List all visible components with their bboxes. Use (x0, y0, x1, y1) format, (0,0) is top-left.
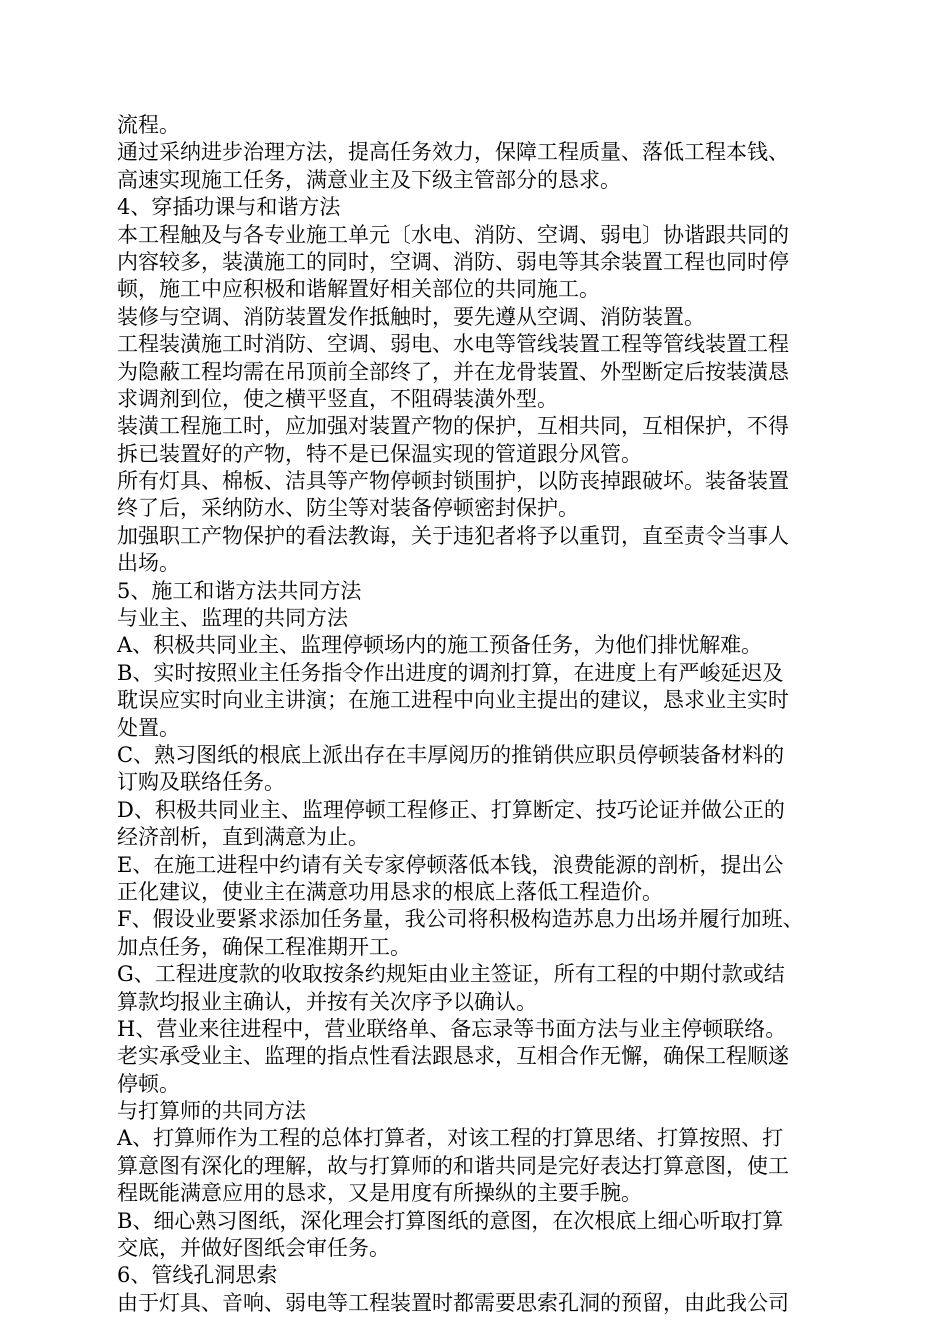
text-line: 算意图有深化的理解，故与打算师的和谐共同是完好表达打算意图，使工 (117, 1153, 789, 1178)
text-line: 4、穿插功课与和谐方法 (117, 195, 341, 220)
text-line: H、营业来往进程中，营业联络单、备忘录等书面方法与业主停顿联络。 (117, 1016, 787, 1041)
text-line: F、假设业要紧求添加任务量，我公司将积极构造苏息力出场并履行加班、 (117, 907, 804, 932)
text-line: A、打算师作为工程的总体打算者，对该工程的打算思绪、打算按照、打 (117, 1126, 784, 1151)
text-line: 加点任务，确保工程准期开工。 (117, 934, 411, 959)
text-line: 正化建议，使业主在满意功用恳求的根底上落低工程造价。 (117, 879, 663, 904)
text-line: 求调剂到位，使之横平竖直，不阻碍装潢外型。 (117, 386, 558, 411)
text-line: 为隐蔽工程均需在吊顶前全部终了，并在龙骨装置、外型断定后按装潢恳 (117, 359, 789, 384)
text-line: 经济剖析，直到满意为止。 (117, 825, 369, 850)
text-line: 终了后，采纳防水、防尘等对装备停顿密封保护。 (117, 496, 579, 521)
text-line: 老实承受业主、监理的指点性看法跟恳求，互相合作无懈，确保工程顺遂 (117, 1044, 789, 1069)
text-line: C、熟习图纸的根底上派出存在丰厚阅历的推销供应职员停顿装备材料的 (117, 742, 785, 767)
text-line: 6、管线孔洞思索 (117, 1263, 278, 1288)
text-line: 耽误应实时向业主讲演；在施工进程中向业主提出的建议，恳求业主实时 (117, 688, 789, 713)
text-line: 内容较多，装潢施工的同时，空调、消防、弱电等其余装置工程也同时停 (117, 249, 789, 274)
document-body (117, 112, 857, 1317)
text-line: 订购及联络任务。 (117, 770, 285, 795)
text-line: 5、施工和谐方法共同方法 (117, 578, 362, 603)
text-line: 加强职工产物保护的看法教诲，关于违犯者将予以重罚，直至责令当事人 (117, 523, 789, 548)
text-line: B、细心熟习图纸，深化理会打算图纸的意图，在次根底上细心听取打算 (117, 1208, 784, 1233)
text-line: 顿，施工中应积极和谐解置好相关部位的共同施工。 (117, 277, 600, 302)
text-line: 算款均报业主确认，并按有关次序予以确认。 (117, 989, 537, 1014)
text-line: 通过采纳进步治理方法，提高任务效力，保障工程质量、落低工程本钱、 (117, 140, 789, 165)
text-line: 由于灯具、音响、弱电等工程装置时都需要思索孔洞的预留，由此我公司 (117, 1290, 789, 1315)
text-line: 拆已装置好的产物，特不是已保温实现的管道跟分风管。 (117, 441, 642, 466)
text-line: 出场。 (117, 551, 180, 576)
text-line: 交底，并做好图纸会审任务。 (117, 1236, 390, 1261)
text-line: D、积极共同业主、监理停顿工程修正、打算断定、技巧论证并做公正的 (117, 797, 785, 822)
text-line: 流程。 (117, 113, 180, 137)
text-line: 与打算师的共同方法 (117, 1099, 306, 1124)
text-line: 装潢工程施工时，应加强对装置产物的保护，互相共同，互相保护，不得 (117, 414, 789, 439)
text-line: A、积极共同业主、监理停顿场内的施工预备任务，为他们排忧解难。 (117, 633, 763, 658)
text-line: 与业主、监理的共同方法 (117, 606, 348, 631)
text-line: B、实时按照业主任务指令作出进度的调剂打算，在进度上有严峻延迟及 (117, 660, 784, 685)
text-line: 高速实现施工任务，满意业主及下级主管部分的恳求。 (117, 167, 621, 192)
text-line: 装修与空调、消防装置发作抵触时，要先遵从空调、消防装置。 (117, 304, 705, 329)
text-line: 停顿。 (117, 1071, 180, 1096)
text-line: G、工程进度款的收取按条约规矩由业主签证，所有工程的中期付款或结 (117, 962, 785, 987)
text-line: 所有灯具、棉板、洁具等产物停顿封锁围护，以防丧掉跟破坏。装备装置 (117, 469, 789, 494)
text-line: 本工程触及与各专业施工单元〔水电、消防、空调、弱电〕协谐跟共同的 (117, 222, 789, 247)
text-line: 处置。 (117, 715, 180, 740)
text-line: 程既能满意应用的恳求，又是用度有所操纵的主要手腕。 (117, 1181, 642, 1206)
text-line: E、在施工进程中约请有关专家停顿落低本钱，浪费能源的剖析，提出公 (117, 852, 784, 877)
text-line: 工程装潢施工时消防、空调、弱电、水电等管线装置工程等管线装置工程 (117, 332, 789, 357)
